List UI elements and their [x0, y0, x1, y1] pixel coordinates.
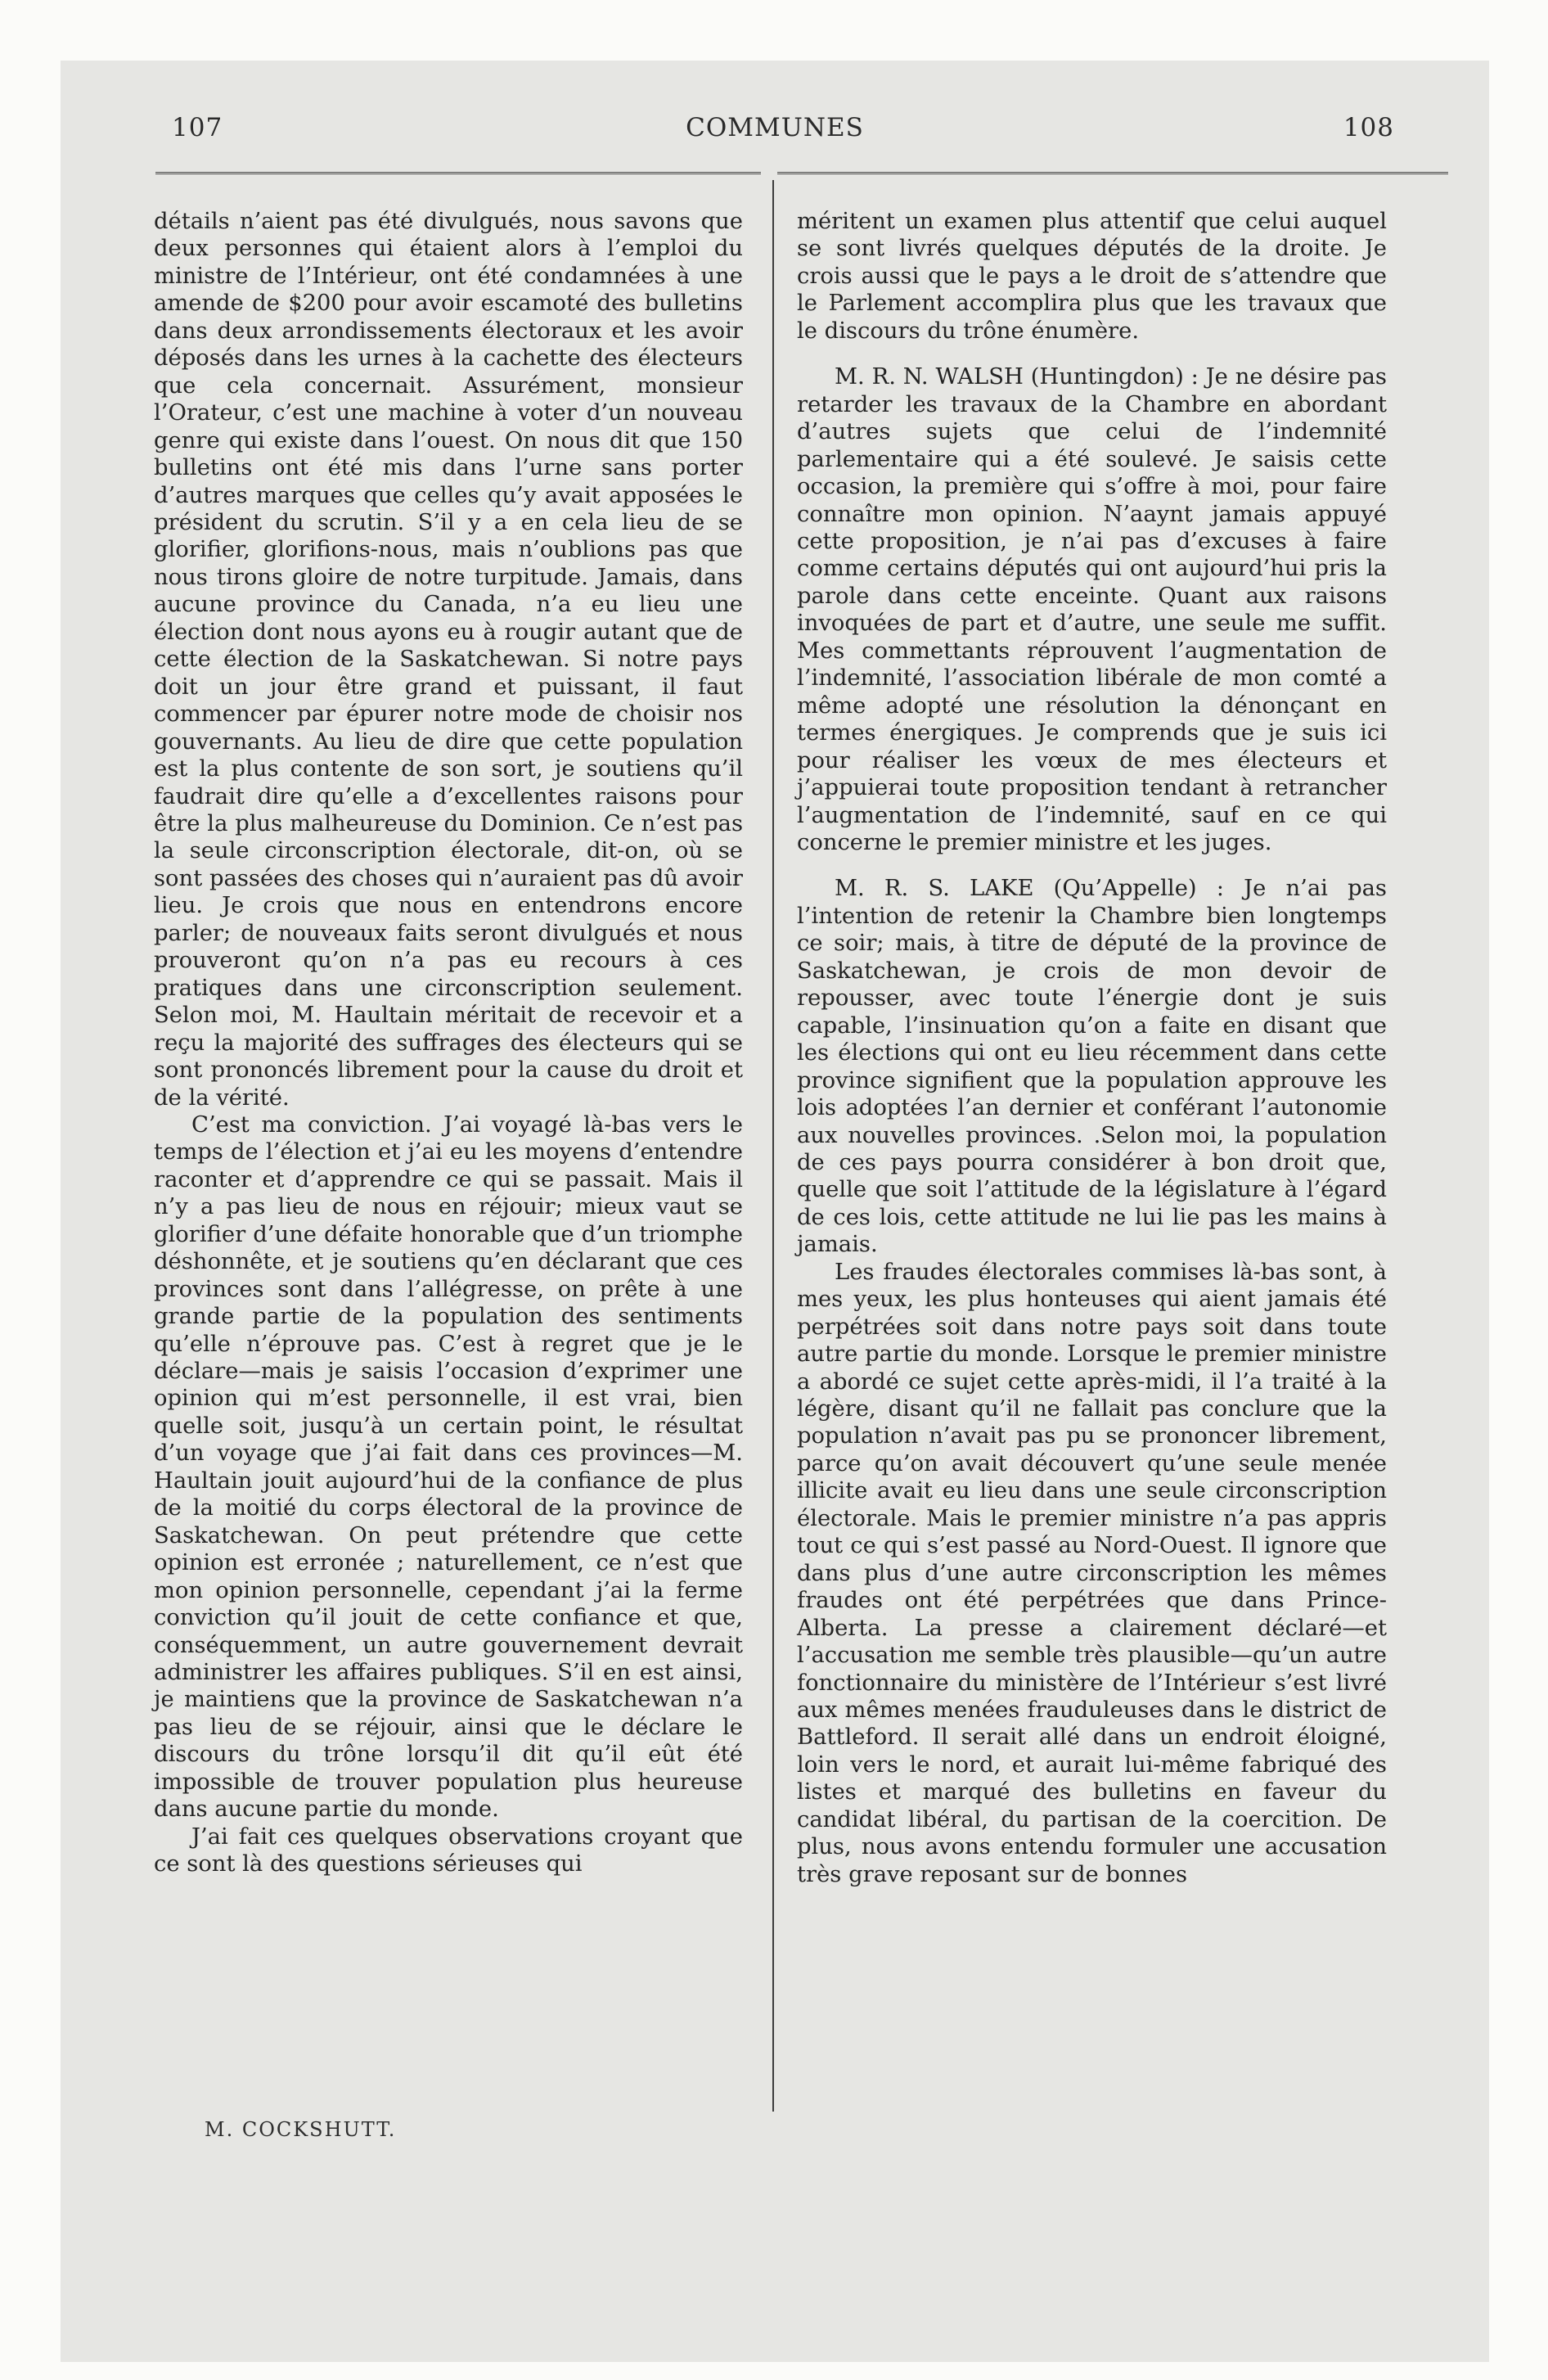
header-rule-right [777, 172, 1448, 174]
right-paragraph-4: Les fraudes électorales commises là-bas sont, à mes yeux, les plus honteuses qui aient jamais été perpétrées soit dans notre pays soit dans toute autre partie du monde. Lorsque le premier ministre a abordé ce sujet cette après-midi, il l’a traité à la légère, disant qu’il ne fallait pas conclure que la population n’avait pas pu se prononcer librement, parce qu’on avait découvert qu’une seule menée illicite avait eu lieu dans une seule circonscription électorale. Mais le premier ministre n’a pas appris tout ce qui s’est passé au Nord-Ouest. Il ignore que dans plus d’une autre circonscription les mêmes fraudes ont été perpétrées que dans Prince-Alberta. La presse a clairement déclaré—et l’accusation me semble très plausible—qu’un autre fonctionnaire du ministère de l’Intérieur s’est livré aux mêmes menées frauduleuses dans le district de Battleford. Il serait allé dans un endroit éloigné, loin vers le nord, et aurait lui-même fabriqué des listes et marqué des bulletins en faveur du candidat libéral, du partisan de la coercition. De plus, nous avons entendu formuler une accusation très grave reposant sur de bonnes [797, 1259, 1387, 1887]
right-paragraph-lake: M. R. S. LAKE (Qu’Appelle) : Je n’ai pas l’intention de retenir la Chambre bien longtemps ce soir; mais, à titre de député de la province de Saskatchewan, je crois de mon devoir de repousser, avec toute l’énergie dont je suis capable, l’insinuation qu’on a faite en disant que les élections qui ont eu lieu récemment dans cette province signifient que la population approuve les lois adoptées l’an dernier et conférant l’autonomie aux nouvelles provinces. .Selon moi, la population de ces pays pourra considérer à bon droit que, quelle que soit l’attitude de la législature à l’égard de ces lois, cette attitude ne lui lie pas les mains à jamais. [797, 876, 1387, 1258]
left-paragraph-3: J’ai fait ces quelques observations croyant que ce sont là des questions sérieuses qui [154, 1823, 743, 1877]
running-title: COMMUNES [686, 113, 864, 142]
page-number-right: 108 [1343, 113, 1394, 142]
header-rule-left [155, 172, 761, 174]
right-paragraph-walsh: M. R. N. WALSH (Huntingdon) : Je ne désire pas retarder les travaux de la Chambre en abordant d’autres sujets que celui de l’indemnité parlementaire qui a été soulevé. Je saisis cette occasion, la première qui s’offre à moi, pour faire connaître mon opinion. N’aaynt jamais appuyé cette proposition, je n’ai pas d’excuses à faire comme certains députés qui ont aujourd’hui pris la parole dans cette enceinte. Quant aux raisons invoquées de part et d’autre, une seule me suffit. Mes commettants réprouvent l’augmentation de l’indemnité, l’association libérale de mon comté a même adopté une résolution la dénonçant en termes énergiques. Je comprends que je suis ici pour réaliser les vœux de mes électeurs et j’appuierai toute proposition tendant à retrancher l’augmentation de l’indemnité, sauf en ce qui concerne le premier ministre et les juges. [797, 364, 1387, 855]
left-column [154, 208, 743, 1878]
page-header [108, 113, 1442, 162]
page-number-left: 107 [172, 113, 223, 142]
speaker-signature: M. COCKSHUTT. [205, 2118, 397, 2141]
left-paragraph-1: détails n’aient pas été divulgués, nous savons que deux personnes qui étaient alors à l’emploi du ministre de l’Intérieur, ont été condamnées à une amende de $200 pour avoir escamoté des bulletins dans deux arrondissements électoraux et les avoir déposés dans les urnes à la cachette des électeurs que cela concernait. Assurément, monsieur l’Orateur, c’est une machine à voter d’un nouveau genre qui existe dans l’ouest. On nous dit que 150 bulletins ont été mis dans l’urne sans porter d’autres marques que celles qu’y avait apposées le président du scrutin. S’il y a en cela lieu de se glorifier, glorifions-nous, mais n’oublions pas que nous tirons gloire de notre turpitude. Jamais, dans aucune province du Canada, n’a eu lieu une élection dont nous ayons eu à rougir autant que de cette élection de la Saskatchewan. Si notre pays doit un jour être grand et puissant, il faut commencer par épurer notre mode de choisir nos gouvernants. Au lieu de dire que cette population est la plus contente de son sort, je soutiens qu’il faudrait dire qu’elle a d’excellentes raisons pour être la plus malheureuse du Dominion. Ce n’est pas la seule circonscription électorale, dit-on, où se sont passées des choses qui n’auraient pas dû avoir lieu. Je crois que nous en entendrons encore parler; de nouveaux faits seront divulgués et nous prouveront qu’on n’a pas eu recours à ces pratiques dans une circonscription seulement. Selon moi, M. Haultain méritait de recevoir et a reçu la majorité des suffrages des électeurs qui se sont prononcés librement pour la cause du droit et de la vérité. [154, 209, 743, 1111]
right-column [797, 208, 1387, 1888]
left-paragraph-2: C’est ma conviction. J’ai voyagé là-bas vers le temps de l’élection et j’ai eu les moyens d’entendre raconter et d’apprendre ce qui se passait. Mais il n’y a pas lieu de nous en réjouir; mieux vaut se glorifier d’une défaite honorable que d’un triomphe déshonnête, et je soutiens qu’en déclarant que ces provinces sont dans l’allégresse, on prête à une grande partie de la population des sentiments qu’elle n’éprouve pas. C’est à regret que je le déclare—mais je saisis l’occasion d’exprimer une opinion qui m’est personnelle, il est vrai, bien quelle soit, jusqu’à un certain point, le résultat d’un voyage que j’ai fait dans ces provinces—M. Haultain jouit aujourd’hui de la confiance de plus de la moitié du corps électoral de la province de Saskatchewan. On peut prétendre que cette opinion est erronée ; naturellement, ce n’est que mon opinion personnelle, cependant j’ai la ferme conviction qu’il jouit de cette confiance et que, conséquemment, un autre gouvernement devrait administrer les affaires publiques. S’il en est ainsi, je maintiens que la province de Saskatchewan n’a pas lieu de se réjouir, ainsi que le déclare le discours du trône lorsqu’il dit qu’il eût été impossible de trouver population plus heureuse dans aucune partie du monde. [154, 1111, 743, 1823]
column-separator [772, 180, 774, 2112]
right-paragraph-1: méritent un examen plus attentif que celui auquel se sont livrés quelques députés de la droite. Je crois aussi que le pays a le droit de s’attendre que le Parlement accomplira plus que les travaux que le discours du trône énumère. [797, 209, 1387, 344]
